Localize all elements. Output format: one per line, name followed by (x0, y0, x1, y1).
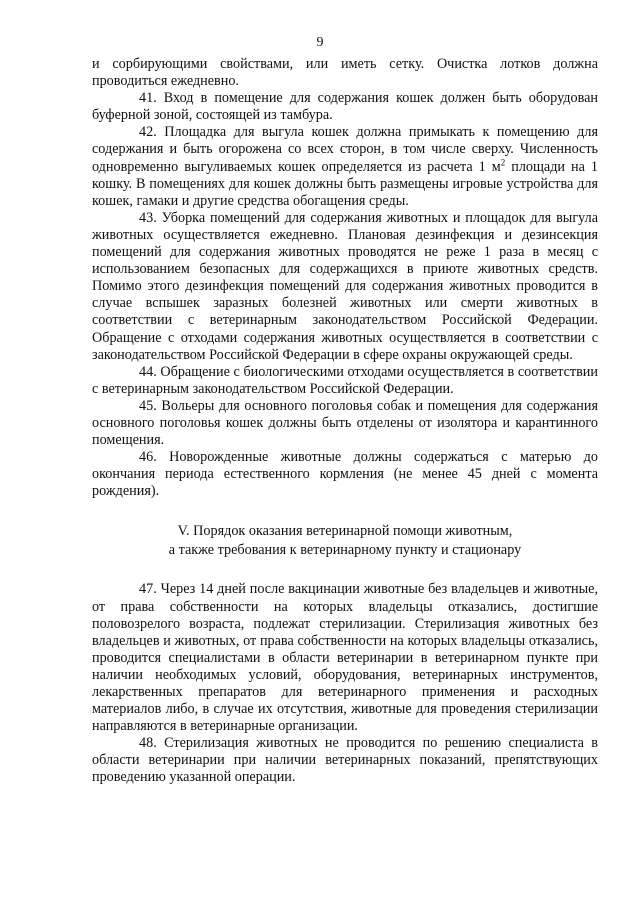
paragraph-44: 44. Обращение с биологическими отходами осуществляется в соответствии с ветеринарным законодательством Российской Федерации. (92, 363, 598, 397)
section-title-line-2: а также требования к ветеринарному пункту и стационару (168, 542, 522, 559)
page-number: 9 (316, 35, 324, 50)
paragraph-42-text-after: площади на 1 кошку. В помещениях для кошек должны быть размещены игровые устройства для кошек, гамаки и другие средства обогащения среды. (92, 158, 598, 209)
paragraph-43: 43. Уборка помещений для содержания животных и площадок для выгула животных осуществляется ежедневно. Плановая дезинфекция и дезинсекция помещений для содержания животных проводятся не реже 1 раза в месяц с использованием безопасных для содержащихся в приюте животных средств. Помимо этого дезинфекция помещений для содержания животных проводится в случае вспышек заразных болезней животных или смерти животных в соответствии с ветеринарным законодательством Российской Федерации. Обращение с отходами содержания животных осуществляется в соответствии с законодательством Российской Федерации в сфере охраны окружающей среды. (92, 209, 598, 363)
paragraph-fragment: и сорбирующими свойствами, или иметь сетку. Очистка лотков должна проводиться ежедневно. (92, 56, 598, 90)
paragraph-47: 47. Через 14 дней после вакцинации животные без владельцев и животные, от права собственности на которых владельцы отказались, достигшие половозрелого возраста, подлежат стерилизации. Стерилизация животных без владельцев и животных, от права собственности на которых владельцы отказались, проводится специалистами в области ветеринарии в ветеринарном пункте при наличии необходимых условий, оборудования, ветеринарных инструментов, лекарственных препаратов для ветеринарного применения и расходных материалов либо, в случае их отсутствия, животные для проведения стерилизации направляются в ветеринарные организации. (92, 581, 598, 735)
document-body (92, 56, 598, 787)
paragraph-42-text-before: 42. Площадка для выгула кошек должна примыкать к помещению для содержания и быть огорожена со всех сторон, в том числе сверху. Численность одновременно выгуливаемых кошек определяется из расчета 1 м (92, 124, 598, 175)
paragraph-42 (92, 124, 598, 209)
paragraph-48: 48. Стерилизация животных не проводится по решению специалиста в области ветеринарии при наличии ветеринарных показаний, препятствующих проведению указанной операции. (92, 735, 598, 786)
square-superscript: 2 (500, 156, 506, 167)
paragraph-46: 46. Новорожденные животные должны содержаться с матерью до окончания периода естественного кормления (не менее 45 дней с момента рождения). (92, 449, 598, 500)
paragraph-45: 45. Вольеры для основного поголовья собак и помещения для содержания основного поголовья кошек должны быть отделены от изолятора и карантинного помещения. (92, 397, 598, 449)
paragraph-41: 41. Вход в помещение для содержания кошек должен быть оборудован буферной зоной, состоящей из тамбура. (92, 90, 598, 124)
section-title-line-1: V. Порядок оказания ветеринарной помощи животным, (177, 523, 513, 540)
section-title (92, 522, 598, 560)
